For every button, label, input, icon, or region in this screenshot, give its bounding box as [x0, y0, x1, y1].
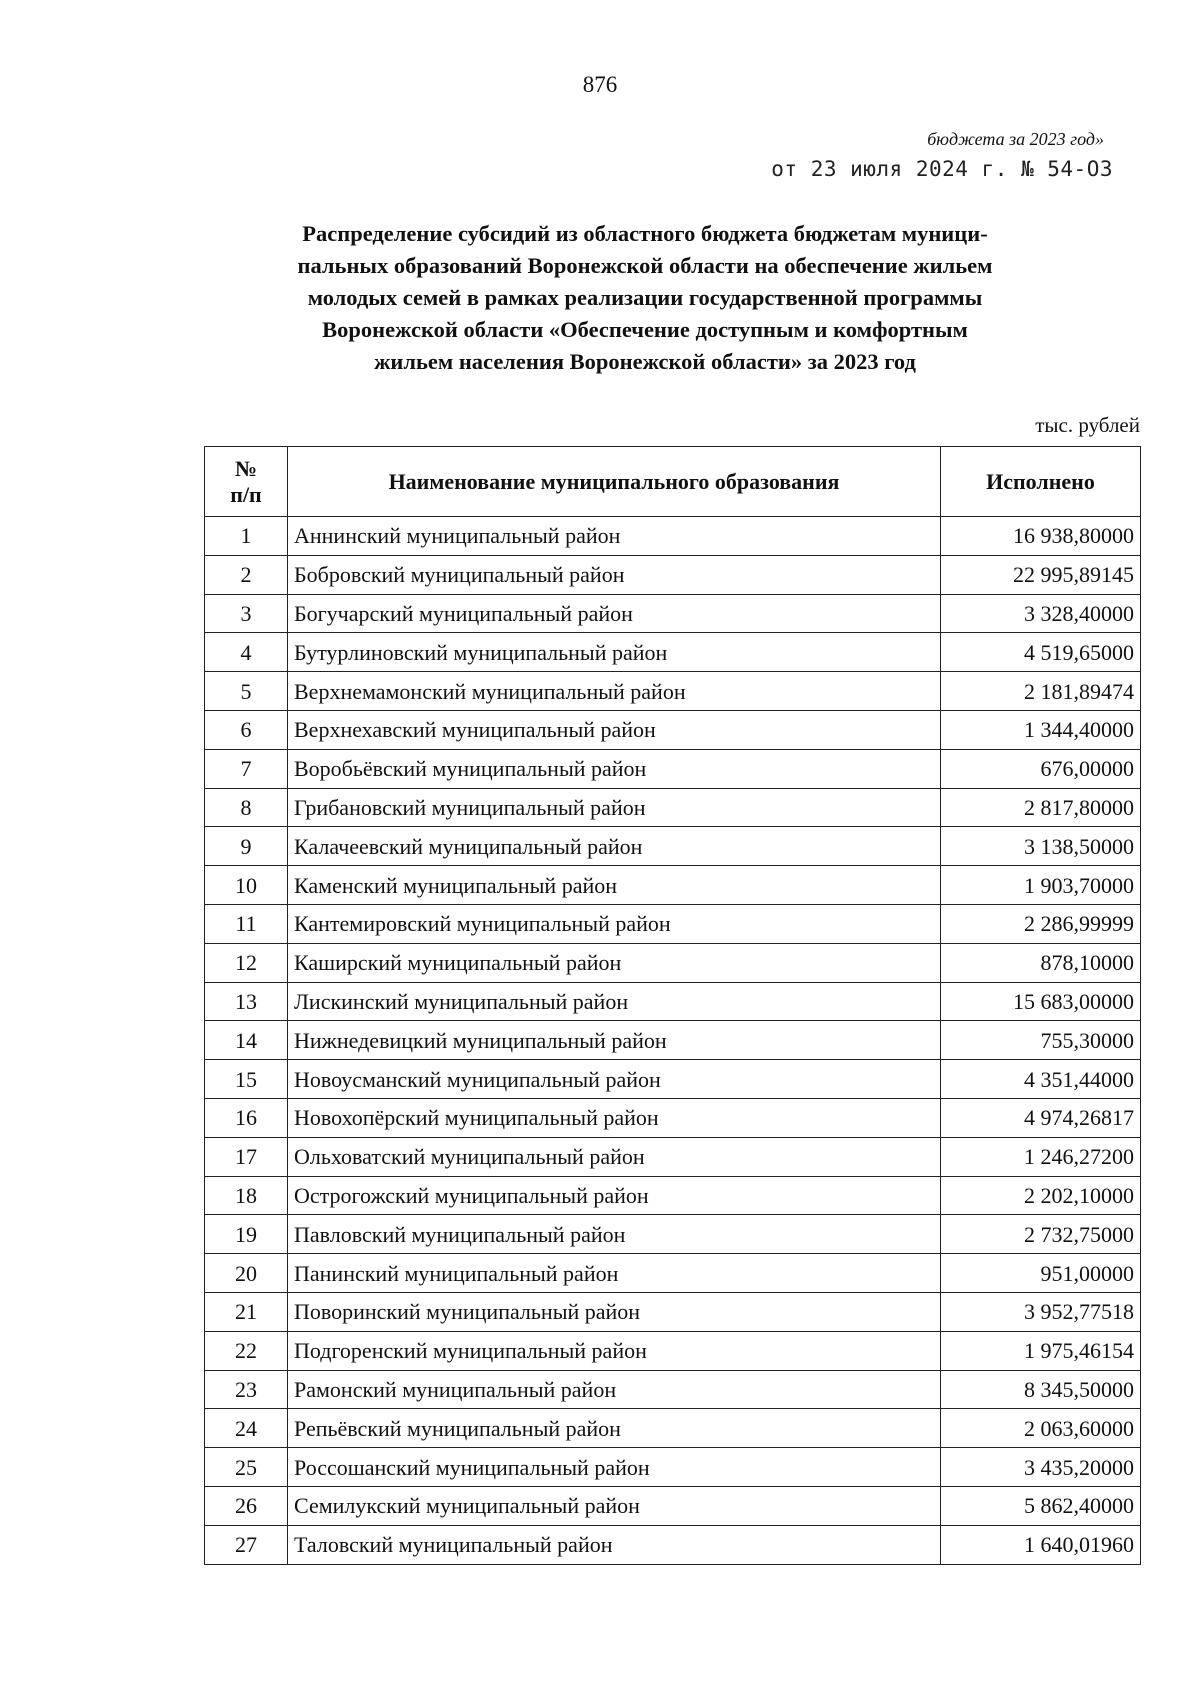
table-row [205, 594, 1141, 633]
row-name: Острогожский муниципальный район [288, 1176, 941, 1215]
row-name: Таловский муниципальный район [288, 1525, 941, 1564]
row-number: 3 [205, 594, 288, 633]
row-name: Бобровский муниципальный район [288, 555, 941, 594]
row-number: 22 [205, 1331, 288, 1370]
row-value: 16 938,80000 [941, 517, 1141, 556]
row-name: Богучарский муниципальный район [288, 594, 941, 633]
row-number: 24 [205, 1409, 288, 1448]
table-row [205, 555, 1141, 594]
table-row [205, 866, 1141, 905]
row-value: 2 732,75000 [941, 1215, 1141, 1254]
row-value: 1 640,01960 [941, 1525, 1141, 1564]
document-title [190, 218, 1100, 378]
table-row [205, 517, 1141, 556]
row-number: 12 [205, 943, 288, 982]
header-value: Исполнено [941, 447, 1141, 517]
table-row [205, 633, 1141, 672]
row-value: 3 952,77518 [941, 1292, 1141, 1331]
row-number: 26 [205, 1486, 288, 1525]
row-number: 8 [205, 788, 288, 827]
row-number: 25 [205, 1448, 288, 1487]
header-number-line2: п/п [230, 481, 262, 507]
row-name: Новоусманский муниципальный район [288, 1060, 941, 1099]
row-value: 4 974,26817 [941, 1098, 1141, 1137]
row-number: 5 [205, 672, 288, 711]
row-value: 755,30000 [941, 1021, 1141, 1060]
row-value: 4 519,65000 [941, 633, 1141, 672]
row-name: Каширский муниципальный район [288, 943, 941, 982]
row-name: Подгоренский муниципальный район [288, 1331, 941, 1370]
table-row [205, 982, 1141, 1021]
table-row [205, 1331, 1141, 1370]
row-name: Калачеевский муниципальный район [288, 827, 941, 866]
row-name: Новохопёрский муниципальный район [288, 1098, 941, 1137]
row-value: 22 995,89145 [941, 555, 1141, 594]
title-line: Распределение субсидий из областного бюджета бюджетам муници- [302, 221, 988, 246]
row-value: 5 862,40000 [941, 1486, 1141, 1525]
row-number: 21 [205, 1292, 288, 1331]
row-value: 951,00000 [941, 1254, 1141, 1293]
row-number: 14 [205, 1021, 288, 1060]
row-name: Верхнехавский муниципальный район [288, 710, 941, 749]
table-row [205, 1486, 1141, 1525]
row-name: Рамонский муниципальный район [288, 1370, 941, 1409]
row-value: 1 975,46154 [941, 1331, 1141, 1370]
row-value: 3 435,20000 [941, 1448, 1141, 1487]
table-row [205, 788, 1141, 827]
row-name: Репьёвский муниципальный район [288, 1409, 941, 1448]
table-row [205, 1021, 1141, 1060]
table-row [205, 672, 1141, 711]
title-line: молодых семей в рамках реализации государственной программы [307, 285, 983, 310]
row-number: 2 [205, 555, 288, 594]
row-name: Кантемировский муниципальный район [288, 904, 941, 943]
header-number-line1: № [234, 455, 258, 481]
table-header-row [205, 447, 1141, 517]
row-value: 15 683,00000 [941, 982, 1141, 1021]
row-value: 1 344,40000 [941, 710, 1141, 749]
header-number [205, 447, 288, 517]
table-row [205, 904, 1141, 943]
row-number: 20 [205, 1254, 288, 1293]
row-value: 878,10000 [941, 943, 1141, 982]
row-number: 18 [205, 1176, 288, 1215]
row-value: 1 246,27200 [941, 1137, 1141, 1176]
table-body [205, 517, 1141, 1565]
row-number: 7 [205, 749, 288, 788]
row-number: 6 [205, 710, 288, 749]
title-line: жильем населения Воронежской области» за 2023 год [374, 349, 916, 374]
budget-note: бюджета за 2023 год» [927, 129, 1104, 149]
table-row [205, 1215, 1141, 1254]
row-name: Россошанский муниципальный район [288, 1448, 941, 1487]
title-line: пальных образований Воронежской области на обеспечение жильем [297, 253, 993, 278]
row-name: Верхнемамонский муниципальный район [288, 672, 941, 711]
row-name: Лискинский муниципальный район [288, 982, 941, 1021]
row-name: Ольховатский муниципальный район [288, 1137, 941, 1176]
table-row [205, 1176, 1141, 1215]
row-value: 2 286,99999 [941, 904, 1141, 943]
row-number: 27 [205, 1525, 288, 1564]
table-row [205, 749, 1141, 788]
table-row [205, 1060, 1141, 1099]
row-value: 2 181,89474 [941, 672, 1141, 711]
row-value: 2 063,60000 [941, 1409, 1141, 1448]
page-number: 876 [582, 72, 618, 97]
row-number: 11 [205, 904, 288, 943]
table-row [205, 1254, 1141, 1293]
table-row [205, 1292, 1141, 1331]
row-name: Каменский муниципальный район [288, 866, 941, 905]
subsidy-table [204, 446, 1141, 1565]
units-label: тыс. рублей [1035, 413, 1140, 437]
title-line: Воронежской области «Обеспечение доступным и комфортным [322, 317, 968, 342]
row-name: Нижнедевицкий муниципальный район [288, 1021, 941, 1060]
row-number: 17 [205, 1137, 288, 1176]
row-name: Грибановский муниципальный район [288, 788, 941, 827]
table-row [205, 943, 1141, 982]
row-name: Панинский муниципальный район [288, 1254, 941, 1293]
table-row [205, 1448, 1141, 1487]
row-number: 10 [205, 866, 288, 905]
row-name: Бутурлиновский муниципальный район [288, 633, 941, 672]
row-value: 676,00000 [941, 749, 1141, 788]
act-reference: от 23 июля 2024 г. № 54-ОЗ [771, 157, 1113, 181]
row-value: 4 351,44000 [941, 1060, 1141, 1099]
row-number: 9 [205, 827, 288, 866]
table-row [205, 1525, 1141, 1564]
row-name: Воробьёвский муниципальный район [288, 749, 941, 788]
row-number: 13 [205, 982, 288, 1021]
row-number: 23 [205, 1370, 288, 1409]
row-value: 3 138,50000 [941, 827, 1141, 866]
row-value: 8 345,50000 [941, 1370, 1141, 1409]
table-row [205, 827, 1141, 866]
row-number: 1 [205, 517, 288, 556]
row-name: Семилукский муниципальный район [288, 1486, 941, 1525]
table-row [205, 1370, 1141, 1409]
row-value: 3 328,40000 [941, 594, 1141, 633]
table-row [205, 710, 1141, 749]
header-name: Наименование муниципального образования [288, 447, 941, 517]
table-row [205, 1098, 1141, 1137]
row-number: 16 [205, 1098, 288, 1137]
row-number: 4 [205, 633, 288, 672]
row-number: 15 [205, 1060, 288, 1099]
row-name: Аннинский муниципальный район [288, 517, 941, 556]
row-value: 2 202,10000 [941, 1176, 1141, 1215]
table-row [205, 1409, 1141, 1448]
row-name: Павловский муниципальный район [288, 1215, 941, 1254]
table-row [205, 1137, 1141, 1176]
row-number: 19 [205, 1215, 288, 1254]
row-value: 2 817,80000 [941, 788, 1141, 827]
row-name: Поворинский муниципальный район [288, 1292, 941, 1331]
row-value: 1 903,70000 [941, 866, 1141, 905]
